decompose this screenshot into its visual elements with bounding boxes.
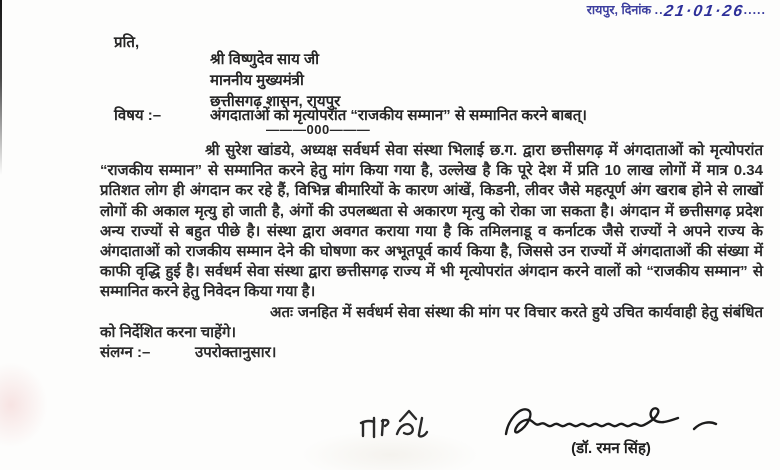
- body-paragraph-2: अतः जनहित में सर्वधर्म सेवा संस्था की मांग पर विचार करते हुये उचित कार्यवाही हेतु संबंधित को निर्देशित करना चाहेंगे।: [100, 303, 763, 341]
- date-dots-right: .....: [743, 3, 766, 17]
- scan-edge-artifact: [0, 0, 2, 175]
- recipient-office: छत्तीसगढ़ शासन, रायपुर: [210, 93, 341, 110]
- header-place-date: [587, 1, 766, 21]
- subject-divider: ———000———: [266, 122, 371, 137]
- handwritten-date: 21·01·26: [662, 3, 745, 20]
- handwritten-scribble-icon: [356, 406, 448, 448]
- subject-text: अंगदाताओं को मृत्योपरांत “राजकीय सम्मान” से सम्मानित करने बाबत्।: [210, 107, 587, 124]
- enclosure-value: उपरोक्तानुसार।: [195, 344, 277, 362]
- recipient-salutation: प्रति,: [114, 34, 140, 51]
- scan-pink-blotch: [0, 362, 48, 448]
- recipient-address: [210, 49, 340, 112]
- recipient-name: श्री विष्णुदेव साय जी: [210, 51, 319, 68]
- body-paragraph-1: श्री सुरेश खांडये, अध्यक्ष सर्वधर्म सेवा संस्था भिलाई छ.ग. द्वारा छत्तीसगढ़ में अंगदाताओं को मृत्योपरांत “राजकीय सम्मान” से सम्मानित करने हेतु मांग किया गया है, उल्लेख है कि पूरे देश में प्रति 10 लाख लोगों में मात्र 0.34 प्रतिशत लोग ही अंगदान कर रहे हैं, विभिन्न बीमारियों के कारण आंखें, किडनी, लीवर जैसे महत्पूर्ण अंग खराब होने से लाखों लोगों की अकाल मृत्यु हो जाती है, अंगों की उपलब्धता से अकारण मृत्यु को रोका जा सकता है। अंगदान में छत्तीसगढ़ प्रदेश अन्य राज्यों से बहुत पीछे है। संस्था द्वारा अवगत कराया गया है कि तमिलनाडू व कर्नाटक जैसे राज्यों ने अपने राज्य के अंगदाताओं को राजकीय सम्मान देने की घोषणा कर अभूतपूर्व कार्य किया है, जिससे उन राज्यों में अंगदाताओं की संख्या में काफी वृद्धि हुई है। सर्वधर्म सेवा संस्था द्वारा छत्तीसगढ़ राज्य में भी मृत्योपरांत अंगदान करने वालों को “राजकीय सम्मान” से सम्मानित करने हेतु निवेदन किया गया है।: [100, 142, 763, 301]
- enclosure-label: संलग्न :–: [100, 344, 151, 362]
- subject-label: विषय :–: [114, 107, 162, 124]
- recipient-designation: माननीय मुख्यमंत्री: [210, 72, 304, 89]
- letter-body: [100, 141, 763, 363]
- date-dots-left: ..: [654, 3, 664, 17]
- signature-block: [498, 396, 724, 458]
- place-date-label: रायपुर, दिनांक: [586, 3, 652, 17]
- handwritten-annotation: [356, 406, 448, 448]
- recipient-block: [114, 33, 340, 112]
- subject-row: [114, 105, 769, 125]
- signature-scrawl-icon: [498, 396, 724, 442]
- signatory-name: (डॉ. रमन सिंह): [571, 440, 651, 457]
- enclosure-row: [100, 343, 763, 363]
